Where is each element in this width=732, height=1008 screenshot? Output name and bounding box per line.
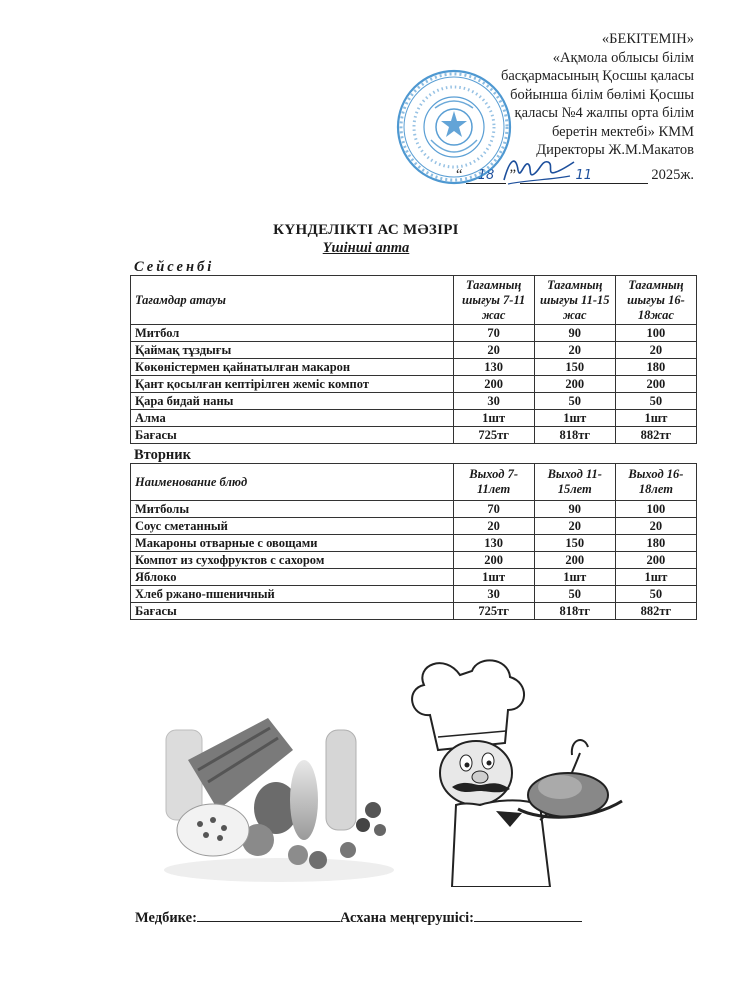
dish-name-cell: Қант қосылған кептірілген жеміс компот [131,376,454,393]
portion-cell: 90 [534,501,615,518]
canteen-signature-line [474,909,582,922]
director-line: Директоры Ж.М.Макатов [536,142,694,158]
director-signature-icon [498,150,578,190]
dish-name-cell: Макароны отварные с овощами [131,535,454,552]
portion-cell: 725тг [453,603,534,620]
dish-name-cell: Митбол [131,325,454,342]
signature-footer [135,909,582,927]
portion-cell: 20 [615,342,696,359]
portion-cell: 150 [534,535,615,552]
portion-cell: 1шт [453,410,534,427]
food-illustration-icon [158,690,400,885]
portion-cell: 882тг [615,603,696,620]
portion-cell: 1шт [534,410,615,427]
dish-name-cell: Митболы [131,501,454,518]
dish-name-cell: Соус сметанный [131,518,454,535]
portion-cell: 100 [615,501,696,518]
chef-illustration-icon [400,655,635,887]
approval-line: беретін мектебі» КММ [551,123,694,140]
table-row [131,535,697,552]
approval-line: басқармасының Қосшы қаласы [500,68,694,84]
portion-cell: 70 [453,501,534,518]
portion-cell: 90 [534,325,615,342]
column-header: Тағамның шығуы 16-18жас [615,276,696,325]
column-header: Тағамдар атауы [131,276,454,325]
table-row [131,410,697,427]
page-title: КҮНДЕЛІКТІ АС МӘЗІРІ [273,222,459,238]
portion-cell: 20 [534,342,615,359]
date-year: 2025ж. [651,166,694,183]
portion-cell: 150 [534,359,615,376]
table-row [131,603,697,620]
portion-cell: 200 [615,376,696,393]
portion-cell: 30 [453,586,534,603]
portion-cell: 1шт [615,410,696,427]
table-row [131,518,697,535]
portion-cell: 200 [534,552,615,569]
portion-cell: 818тг [534,603,615,620]
table-row [131,376,697,393]
page-subtitle: Үшінші апта [322,240,410,256]
portion-cell: 100 [615,325,696,342]
date-day: 18 [466,169,506,184]
portion-cell: 50 [615,586,696,603]
table-row [131,359,697,376]
approval-line: «Ақмола облысы білім [552,49,694,66]
table-row [131,393,697,410]
canteen-manager-label: Асхана меңгерушісі: [339,910,475,926]
menu-table [130,463,697,620]
dish-name-cell: Бағасы [131,427,454,444]
official-stamp-icon [395,68,513,186]
portion-cell: 20 [453,342,534,359]
portion-cell: 1шт [615,569,696,586]
portion-cell: 50 [534,586,615,603]
column-header: Выход 16-18лет [615,464,696,501]
column-header: Тағамның шығуы 7-11 жас [453,276,534,325]
column-header: Выход 11-15лет [534,464,615,501]
portion-cell: 50 [615,393,696,410]
dish-name-cell: Яблоко [131,569,454,586]
portion-cell: 200 [615,552,696,569]
table-row [131,552,697,569]
table-row [131,342,697,359]
portion-cell: 20 [615,518,696,535]
portion-cell: 1шт [534,569,615,586]
portion-cell: 130 [453,359,534,376]
column-header: Выход 7-11лет [453,464,534,501]
column-header: Наименование блюд [131,464,454,501]
portion-cell: 1шт [453,569,534,586]
table-row [131,569,697,586]
dish-name-cell: Көкөністермен қайнатылған макарон [131,359,454,376]
portion-cell: 70 [453,325,534,342]
menu-table [130,275,697,444]
portion-cell: 20 [453,518,534,535]
dish-name-cell: Хлеб ржано-пшеничный [131,586,454,603]
portion-cell: 30 [453,393,534,410]
table-row [131,586,697,603]
portion-cell: 725тг [453,427,534,444]
table-header-row [131,464,697,501]
column-header: Тағамның шығуы 11-15 жас [534,276,615,325]
day-heading: Вторник [134,447,191,463]
date-quote-close: ” [509,166,517,183]
table-header-row [131,276,697,325]
portion-cell: 200 [534,376,615,393]
dish-name-cell: Компот из сухофруктов с сахором [131,552,454,569]
date-month: 11 [520,169,648,184]
dish-name-cell: Алма [131,410,454,427]
portion-cell: 20 [534,518,615,535]
portion-cell: 180 [615,535,696,552]
approval-line: бойынша білім бөлімі Қосшы [510,86,694,103]
table-row [131,501,697,518]
portion-cell: 50 [534,393,615,410]
nurse-label: Медбике: [135,910,197,926]
approval-line: «БЕКІТЕМІН» [601,31,694,47]
dish-name-cell: Қаймақ тұздығы [131,342,454,359]
nurse-signature-line [197,909,340,922]
portion-cell: 130 [453,535,534,552]
dish-name-cell: Қара бидай наны [131,393,454,410]
portion-cell: 200 [453,552,534,569]
table-row [131,427,697,444]
approval-line: қаласы №4 жалпы орта білім [514,105,694,121]
portion-cell: 200 [453,376,534,393]
day-heading: Сейсенбі [134,259,215,275]
dish-name-cell: Бағасы [131,603,454,620]
portion-cell: 818тг [534,427,615,444]
date-quote-open: “ [455,166,463,183]
table-row [131,325,697,342]
portion-cell: 180 [615,359,696,376]
portion-cell: 882тг [615,427,696,444]
